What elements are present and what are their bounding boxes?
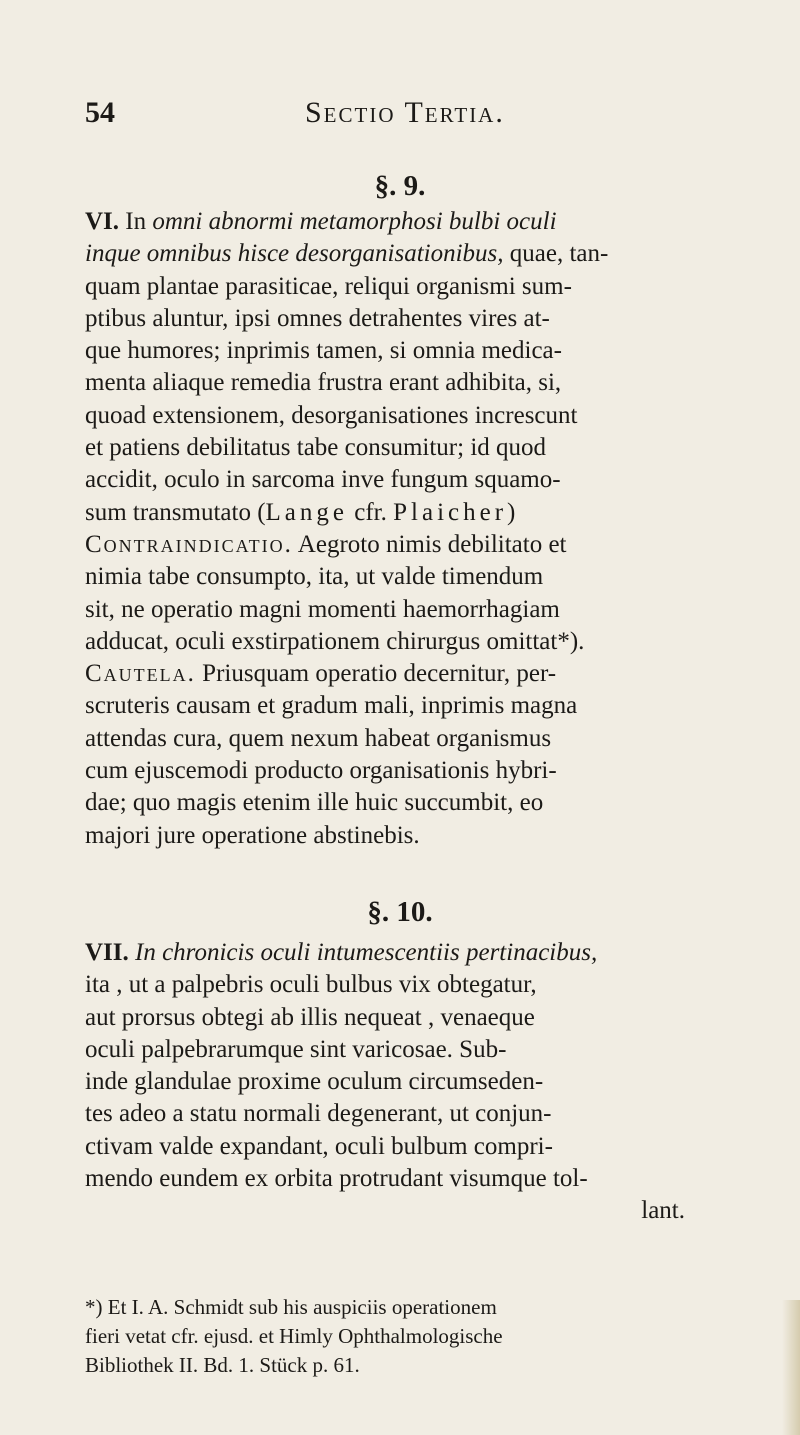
text-line: menta aliaque remedia frustra erant adhibita, si,	[85, 369, 562, 397]
page-number: 54	[85, 96, 115, 129]
text-line: cum ejuscemodi producto organisationis hybri-	[85, 757, 557, 785]
text-line: scruteris causam et gradum mali, inprimis magna	[85, 692, 578, 720]
footnote-line: *) Et I. A. Schmidt sub his auspiciis operationem	[85, 1295, 497, 1319]
footnote	[85, 1293, 745, 1380]
text-line: ctivam valde expandant, oculi bulbum compri-	[85, 1132, 553, 1160]
text-line: adducat, oculi exstirpationem chirurgus omittat*).	[85, 627, 585, 655]
text-line: inque omnibus hisce desorganisationibus, quae, tan-	[85, 240, 609, 268]
text-line: mendo eundem ex orbita protrudant visumque tol-	[85, 1165, 588, 1193]
text-line: ita , ut a palpebris oculi bulbus vix obtegatur,	[85, 971, 537, 999]
section-heading-9: §. 9.	[374, 170, 426, 202]
text-line: Cautela. Priusquam operatio decernitur, per-	[85, 660, 557, 688]
section-heading-10: §. 10.	[367, 896, 433, 928]
page-header	[85, 96, 735, 136]
footnote-line: fieri vetat cfr. ejusd. et Himly Ophthalmologische	[85, 1324, 503, 1348]
text-line: que humores; inprimis tamen, si omnia medica-	[85, 337, 562, 365]
text-line: accidit, oculo in sarcoma inve fungum squamo-	[85, 466, 561, 494]
text-line: VII. In chronicis oculi intumescentiis pertinacibus,	[85, 939, 598, 966]
text-line: oculi palpebrarumque sint varicosae. Sub-	[85, 1035, 507, 1063]
text-line: nimia tabe consumpto, ita, ut valde timendum	[85, 563, 544, 591]
page-edge-stain	[782, 1300, 800, 1435]
text-line: sit, ne operatio magni momenti haemorrhagiam	[85, 595, 560, 623]
paragraph-section-10	[85, 937, 725, 1228]
text-line: Contraindicatio. Aegroto nimis debilitato et	[85, 530, 567, 558]
text-line: inde glandulae proxime oculum circumseden-	[85, 1068, 544, 1096]
footnote-line: Bibliothek II. Bd. 1. Stück p. 61.	[85, 1353, 360, 1377]
paragraph-section-9	[85, 206, 725, 852]
text-line: quoad extensionem, desorganisationes increscunt	[85, 401, 578, 429]
text-line: VI. In omni abnormi metamorphosi bulbi oculi	[85, 208, 557, 235]
text-line: attendas cura, quem nexum habeat organismus	[85, 724, 552, 752]
text-line: sum transmutato (Lange cfr. Plaicher)	[85, 498, 516, 526]
text-line: lant.	[641, 1197, 685, 1225]
text-line: dae; quo magis etenim ille huic succumbit, eo	[85, 789, 544, 817]
text-line: aut prorsus obtegi ab illis nequeat , venaeque	[85, 1003, 535, 1031]
text-line: ptibus aluntur, ipsi omnes detrahentes vires at-	[85, 304, 550, 332]
text-line: quam plantae parasiticae, reliqui organismi sum-	[85, 272, 572, 300]
text-line: majori jure operatione abstinebis.	[85, 821, 420, 849]
text-line: tes adeo a statu normali degenerant, ut conjun-	[85, 1100, 552, 1128]
running-title: Sectio Tertia.	[305, 96, 505, 129]
text-line: et patiens debilitatus tabe consumitur; id quod	[85, 434, 547, 462]
